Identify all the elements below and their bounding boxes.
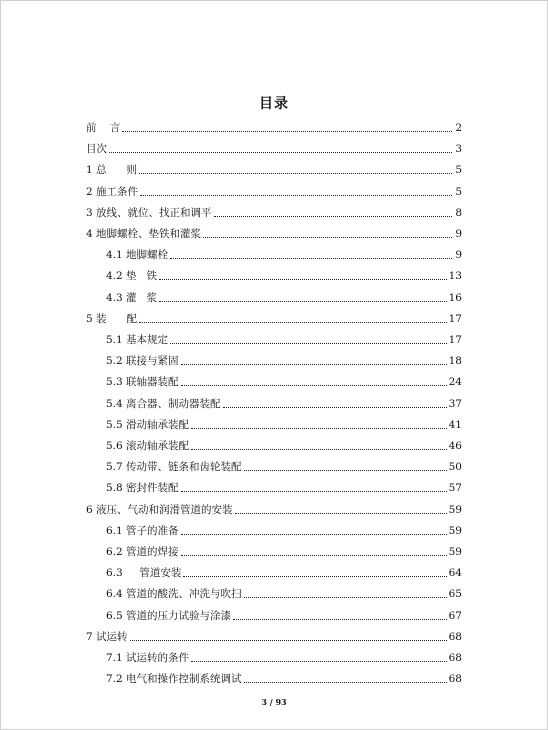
toc-entry-label: 5.4 离合器、制动器装配 (106, 397, 221, 410)
toc-entry[interactable] (106, 333, 462, 347)
toc-dot-leader (244, 596, 447, 598)
toc-entry-page: 17 (448, 334, 462, 346)
toc-entry-page: 9 (455, 228, 462, 240)
toc-entry-page: 17 (448, 312, 462, 325)
toc-entry[interactable] (106, 609, 462, 623)
toc-entry[interactable] (86, 185, 462, 199)
toc-entry-page: 50 (448, 461, 462, 474)
toc-entry[interactable] (106, 587, 462, 601)
toc-entry[interactable] (86, 206, 462, 220)
toc-entry[interactable] (106, 291, 462, 305)
toc-entry-label: 7 试运转 (86, 630, 128, 643)
toc-entry-page: 16 (448, 291, 462, 304)
toc-entry-page: 3 (455, 143, 462, 156)
toc-entry-page: 67 (448, 609, 462, 622)
toc-dot-leader (181, 533, 447, 535)
toc-dot-leader (181, 554, 447, 556)
toc-entry-label: 目次 (86, 143, 107, 156)
toc-entry-page: 13 (448, 270, 462, 283)
toc-entry-label: 5.3 联轴器装配 (106, 376, 179, 389)
toc-entry[interactable] (106, 651, 462, 665)
page-number: 3 / 93 (261, 697, 287, 707)
toc-dot-leader (139, 321, 447, 323)
toc-entry-label: 6.5 管道的压力试验与涂漆 (106, 609, 232, 622)
toc-dot-leader (109, 151, 452, 153)
toc-dot-leader (170, 342, 447, 344)
toc-entry-label: 1 总 则 (86, 164, 138, 177)
toc-entry-page: 59 (448, 503, 462, 516)
toc-entry-page: 8 (455, 206, 462, 219)
toc-entry[interactable] (86, 503, 462, 517)
toc-entry-label: 5.7 传动带、链条和齿轮装配 (106, 461, 242, 474)
toc-entry[interactable] (106, 672, 462, 686)
toc-entry[interactable] (86, 163, 462, 177)
toc-entry-page: 5 (455, 185, 462, 198)
toc-dot-leader (233, 618, 447, 620)
toc-entry-label: 6.4 管道的酸洗、冲洗与吹扫 (106, 588, 242, 601)
toc-entry-page: 68 (448, 673, 462, 686)
toc-entry-page: 5 (455, 164, 462, 177)
toc-entry-label: 前 言 (86, 122, 121, 134)
toc-dot-leader (203, 236, 452, 238)
toc-entry-page: 41 (448, 418, 462, 431)
toc-entry[interactable] (106, 439, 462, 453)
toc-dot-leader (130, 639, 447, 641)
toc-dot-leader (140, 194, 452, 196)
toc-dot-leader (191, 427, 447, 429)
toc-entry-page: 24 (448, 376, 462, 389)
toc-entry[interactable] (106, 460, 462, 474)
toc-entry-label: 3 放线、就位、找正和调平 (86, 206, 212, 219)
toc-entry-label: 5 装 配 (86, 312, 138, 325)
toc-entry-label: 6 液压、气动和润滑管道的安装 (86, 503, 233, 516)
toc-entry-page: 46 (448, 440, 462, 452)
toc-entry-page: 65 (448, 588, 462, 601)
toc-entry-label: 7.1 试运转的条件 (106, 652, 190, 664)
toc-entry[interactable] (106, 248, 462, 262)
toc-dot-leader (244, 681, 447, 683)
toc-entry-page: 59 (448, 524, 462, 537)
toc-entry[interactable] (106, 269, 462, 283)
toc-entry-label: 7.2 电气和操作控制系统调试 (106, 673, 242, 686)
toc-dot-leader (181, 490, 447, 492)
toc-entry-page: 64 (448, 567, 462, 580)
toc-dot-leader (139, 172, 452, 174)
toc-entry-page: 68 (448, 630, 462, 643)
toc-entry-page: 59 (448, 546, 462, 558)
toc-entry[interactable] (106, 375, 462, 389)
toc-entry-label: 5.6 滚动轴承装配 (106, 440, 190, 452)
toc-dot-leader (122, 130, 452, 132)
toc-entry[interactable] (86, 227, 462, 241)
toc-entry-label: 6.3 管道安装 (106, 567, 182, 580)
toc-dot-leader (191, 448, 447, 450)
toc-entry[interactable] (86, 121, 462, 135)
toc-entry[interactable] (106, 481, 462, 495)
toc-entry-label: 4 地脚螺栓、垫铁和灌浆 (86, 228, 202, 240)
toc-entry-label: 5.5 滑动轴承装配 (106, 418, 190, 431)
toc-entry-label: 6.2 管道的焊接 (106, 546, 179, 558)
toc-dot-leader (170, 257, 452, 259)
page-title: 目录 (259, 96, 289, 112)
toc-entry-page: 57 (448, 482, 462, 495)
toc-dot-leader (183, 575, 446, 577)
toc-dot-leader (181, 384, 447, 386)
toc-entry[interactable] (106, 354, 462, 368)
toc-dot-leader (181, 363, 447, 365)
toc-entry[interactable] (106, 545, 462, 559)
toc-entry-page: 37 (448, 397, 462, 410)
toc-entry-label: 4.1 地脚螺栓 (106, 249, 169, 262)
toc-entry-page: 2 (455, 122, 462, 134)
toc-entry-label: 5.2 联接与紧固 (106, 355, 179, 368)
toc-dot-leader (159, 300, 447, 302)
toc-dot-leader (244, 469, 447, 471)
toc-entry[interactable] (86, 142, 462, 156)
toc-entry-page: 9 (455, 249, 462, 262)
toc-dot-leader (223, 406, 447, 408)
toc-entry[interactable] (86, 630, 462, 644)
toc-entry-label: 5.8 密封件装配 (106, 482, 179, 495)
toc-entry-page: 68 (448, 652, 462, 664)
toc-dot-leader (159, 278, 447, 280)
toc-entry-label: 4.3 灌 浆 (106, 291, 158, 304)
toc-entry[interactable] (106, 418, 462, 432)
toc-entry-page: 18 (448, 355, 462, 368)
toc-entry[interactable] (86, 312, 462, 326)
toc-dot-leader (214, 215, 452, 217)
toc-entry[interactable] (106, 566, 462, 580)
toc-dot-leader (191, 660, 447, 662)
toc-entry-label: 6.1 管子的准备 (106, 524, 179, 537)
toc-entry-label: 5.1 基本规定 (106, 334, 169, 346)
toc-entry[interactable] (106, 524, 462, 538)
toc-entry-label: 2 施工条件 (86, 185, 139, 198)
toc-entry[interactable] (106, 397, 462, 411)
toc-entry-label: 4.2 垫 铁 (106, 270, 158, 283)
toc-dot-leader (235, 512, 447, 514)
